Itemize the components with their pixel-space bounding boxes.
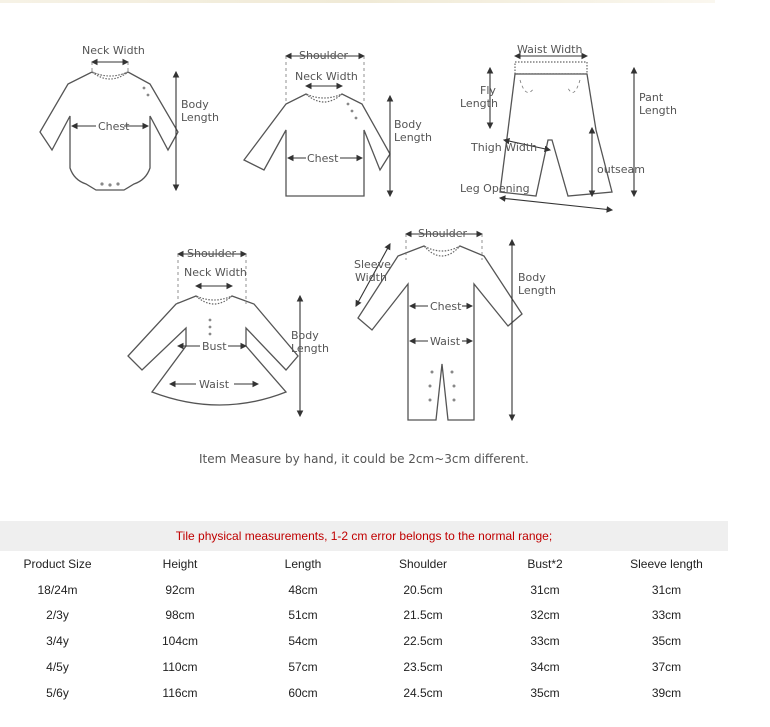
- pants-thigh-width-label: Thigh Width: [471, 141, 538, 154]
- top-neck-width-label: Neck Width: [295, 70, 358, 83]
- dress-body-length-label-2: Length: [291, 342, 329, 355]
- romper-body-length-label-1: Body: [518, 271, 546, 284]
- romper-shoulder-label: Shoulder: [418, 227, 467, 240]
- pants-fly-label-2: Length: [460, 97, 498, 110]
- table-cell: 48cm: [288, 582, 318, 597]
- table-row: [0, 577, 728, 603]
- romper-chest-label: Chest: [430, 300, 462, 313]
- dress-body-length-label-1: Body: [291, 329, 319, 342]
- table-cell: 5/6y: [46, 685, 69, 700]
- table-cell: 21.5cm: [403, 608, 443, 623]
- romper-body-length-label-2: Length: [518, 284, 556, 297]
- table-cell: 51cm: [288, 608, 318, 623]
- header-sleeve-length: Sleeve length: [630, 556, 703, 571]
- table-cell: 35cm: [530, 685, 560, 700]
- pants-outseam-label: outseam: [597, 163, 645, 176]
- dress-neck-width-label: Neck Width: [184, 266, 247, 279]
- table-cell: 54cm: [288, 634, 318, 649]
- table-cell: 2/3y: [46, 608, 69, 623]
- bodysuit-chest-label: Chest: [98, 120, 130, 133]
- top-diagram: [244, 49, 432, 196]
- header-height: Height: [162, 556, 198, 571]
- top-chest-label: Chest: [307, 152, 339, 165]
- pants-leg-opening-label: Leg Opening: [460, 182, 530, 195]
- table-cell: 32cm: [530, 608, 560, 623]
- table-row: [0, 680, 728, 706]
- table-banner: Tile physical measurements, 1-2 cm error belongs to the normal range;: [0, 521, 728, 551]
- dress-bust-label: Bust: [202, 340, 227, 353]
- pants-pant-length-label-2: Length: [639, 104, 677, 117]
- romper-waist-label: Waist: [430, 335, 461, 348]
- romper-sleeve-width-label-1: Sleeve: [354, 258, 391, 271]
- table-cell: 116cm: [162, 685, 198, 700]
- table-cell: 4/5y: [46, 660, 69, 675]
- table-cell: 33cm: [530, 634, 560, 649]
- header-shoulder: Shoulder: [398, 556, 448, 571]
- bodysuit-body-length-label-2: Length: [181, 111, 219, 124]
- table-row: [0, 654, 728, 680]
- pants-diagram: [460, 43, 677, 210]
- measurement-note: Item Measure by hand, it could be 2cm~3cm different.: [199, 452, 529, 466]
- bodysuit-diagram: [40, 44, 219, 190]
- dress-waist-label: Waist: [199, 378, 230, 391]
- table-cell: 20.5cm: [403, 582, 443, 597]
- table-cell: 37cm: [651, 660, 682, 675]
- dress-shoulder-label: Shoulder: [187, 247, 236, 260]
- table-cell: 22.5cm: [403, 634, 443, 649]
- table-row: [0, 628, 728, 654]
- header-length: Length: [284, 556, 322, 571]
- table-cell: 31cm: [651, 582, 682, 597]
- table-cell: 23.5cm: [403, 660, 443, 675]
- table-cell: 31cm: [530, 582, 560, 597]
- pants-fly-label-1: Fly: [480, 84, 496, 97]
- table-cell: 98cm: [165, 608, 195, 623]
- table-cell: 104cm: [161, 634, 199, 649]
- romper-sleeve-width-label-2: Width: [355, 271, 387, 284]
- table-row: [0, 603, 728, 629]
- header-product-size: Product Size: [23, 556, 92, 571]
- table-cell: 34cm: [530, 660, 560, 675]
- table-cell: 35cm: [651, 634, 682, 649]
- table-cell: 3/4y: [46, 634, 69, 649]
- table-cell: 60cm: [288, 685, 318, 700]
- size-table: [0, 551, 728, 706]
- table-cell: 57cm: [288, 660, 318, 675]
- table-cell: 33cm: [651, 608, 682, 623]
- dress-diagram: [128, 247, 329, 416]
- header-bust: Bust*2: [527, 556, 563, 571]
- romper-diagram: [354, 227, 556, 420]
- top-shoulder-label: Shoulder: [299, 49, 348, 62]
- table-cell: 18/24m: [37, 582, 78, 597]
- table-cell: 24.5cm: [403, 685, 443, 700]
- top-body-length-label-2: Length: [394, 131, 432, 144]
- pants-waist-width-label: Waist Width: [517, 43, 583, 56]
- pants-pant-length-label-1: Pant: [639, 91, 664, 104]
- bodysuit-neck-width-label: Neck Width: [82, 44, 145, 57]
- table-header-row: [0, 551, 728, 577]
- table-cell: 39cm: [651, 685, 682, 700]
- table-cell: 110cm: [162, 660, 198, 675]
- table-cell: 92cm: [165, 582, 195, 597]
- bodysuit-body-length-label-1: Body: [181, 98, 209, 111]
- top-body-length-label-1: Body: [394, 118, 422, 131]
